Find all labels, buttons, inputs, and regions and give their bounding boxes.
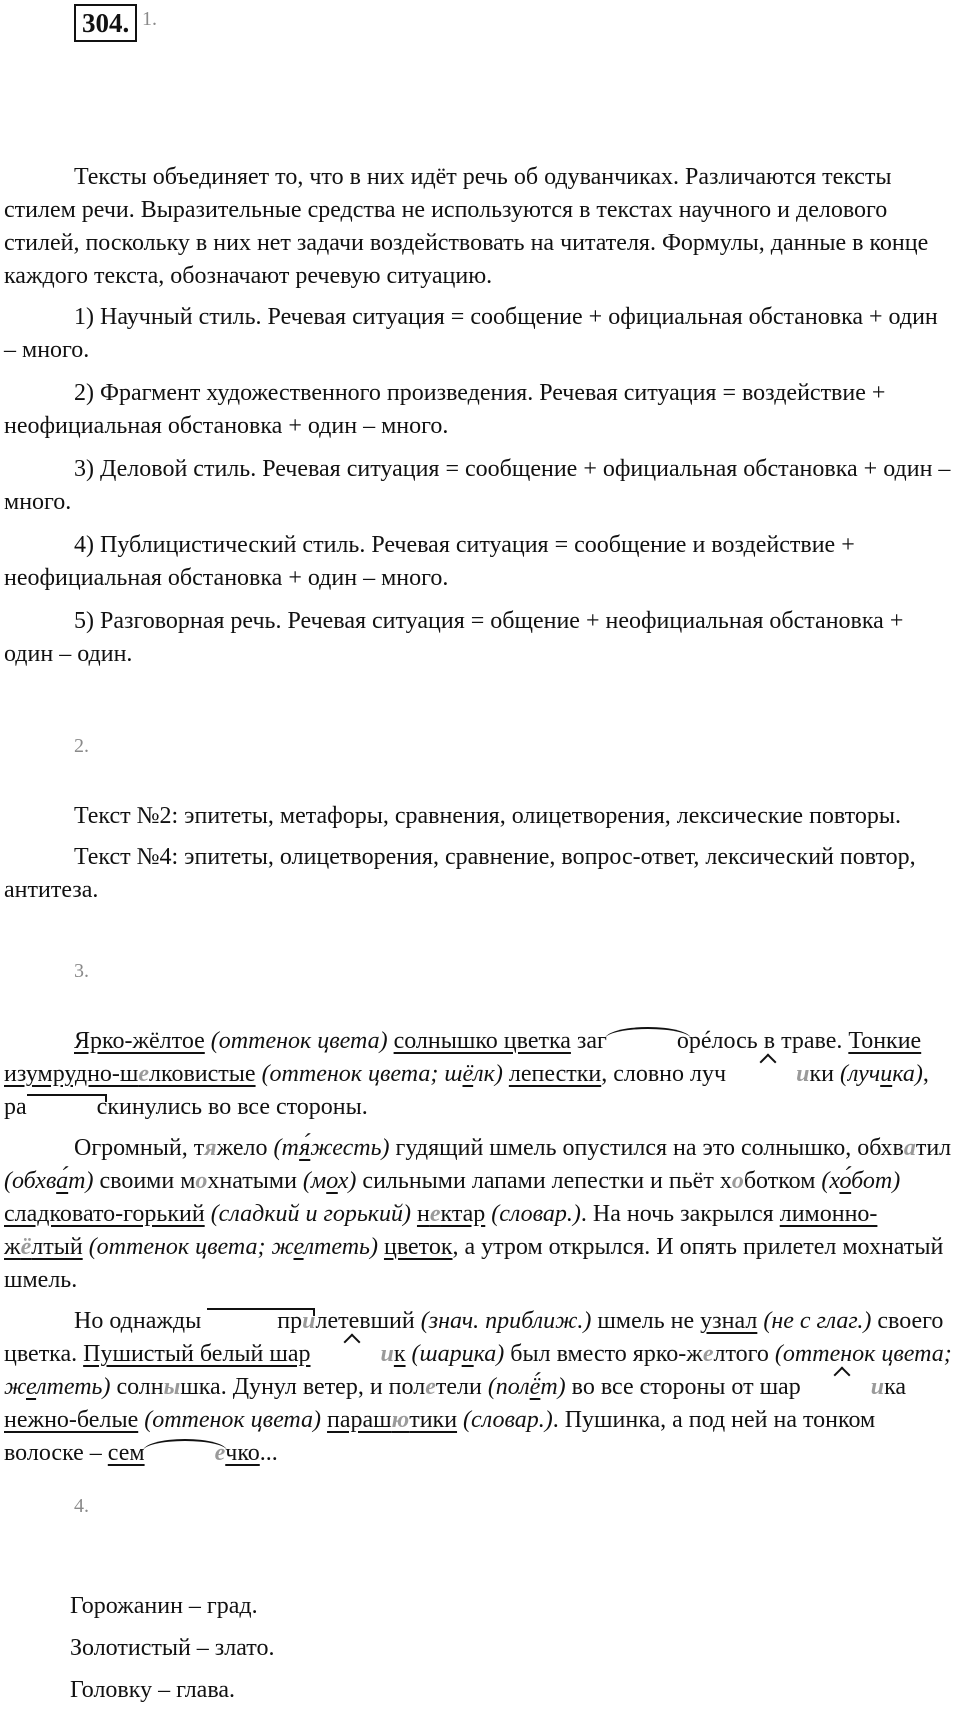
style-item: 2) Фрагмент художественного произведения. Речевая ситуация = воздействие + неофициальная обстановка + один – много.	[4, 380, 886, 439]
style-item: 1) Научный стиль. Речевая ситуация = сообщение + официальная обстановка + один – много.	[4, 304, 938, 363]
task-2-label: 2.	[74, 735, 89, 757]
task-4-label: 4.	[74, 1495, 89, 1517]
style-item: 4) Публицистический стиль. Речевая ситуация = сообщение и воздействие + неофициальная обстановка + один – много.	[4, 532, 855, 591]
task-2-answer	[4, 800, 954, 915]
task-3-label: 3.	[74, 960, 89, 982]
word-pairs	[70, 1590, 274, 1716]
task-1-answer	[4, 161, 954, 681]
style-item: 3) Деловой стиль. Речевая ситуация = сообщение + официальная обстановка + один – много.	[4, 456, 951, 515]
task-3-answer	[4, 1025, 954, 1478]
style-item: 5) Разговорная речь. Речевая ситуация = общение + неофициальная обстановка + один – один.	[4, 608, 904, 667]
task-3-paragraph-1: Ярко-жёлтое (оттенок цвета) солнышко цветка заг орéлось в траве. Тонкие изумрудно-шелковистые (оттенок цвета; шёлк) лепестки, словно луч ики (лучика), ра скинулись во все стороны.	[4, 1025, 954, 1124]
word-pair: Горожанин – град.	[70, 1593, 258, 1619]
style-list	[4, 301, 954, 671]
exercise-number: 304.	[74, 4, 137, 42]
task-3-paragraph-3: Но однажды прилетевший (знач. приближ.) шмель не узнал (не с глаг.) своего цветка. Пушистый белый шар ик (шарика) был вместо ярко-желтого (оттенок цвета; желтеть) солнышка. Дунул ветер, и полетели (полё́т) во все стороны от шар ика нежно-белые (оттенок цвета) парашютики (словар.). Пушинка, а под ней на тонком волоске – сем ечко...	[4, 1305, 954, 1470]
word-pair: Головку – глава.	[70, 1677, 235, 1703]
word-pair: Золотистый – злато.	[70, 1635, 275, 1661]
task-2-paragraph: Текст №4: эпитеты, олицетворения, сравнение, вопрос-ответ, лексический повтор, антитеза.	[4, 844, 916, 903]
task-3-paragraph-2: Огромный, тяжело (тя́жесть) гудящий шмель опустился на это солнышко, обхватил (обхва́т) своими мохнатыми (мох) сильными лапами лепестки и пьёт хоботком (хо́бот) сладковато-горький (сладкий и горький) нектар (словар.). На ночь закрылся лимонно-жёлтый (оттенок цвета; желтеть) цветок, а утром открылся. И опять прилетел мохнатый шмель.	[4, 1135, 952, 1293]
task-1-label: 1.	[142, 8, 157, 30]
task-1-paragraph: Тексты объединяет то, что в них идёт речь об одуванчиках. Различаются тексты стилем речи. Выразительные средства не используются в текстах научного и делового стилей, поскольку в них нет задачи воздействовать на читателя. Формулы, данные в конце каждого текста, обозначают речевую ситуацию.	[4, 164, 929, 289]
task-2-paragraph: Текст №2: эпитеты, метафоры, сравнения, олицетворения, лексические повторы.	[74, 803, 901, 829]
